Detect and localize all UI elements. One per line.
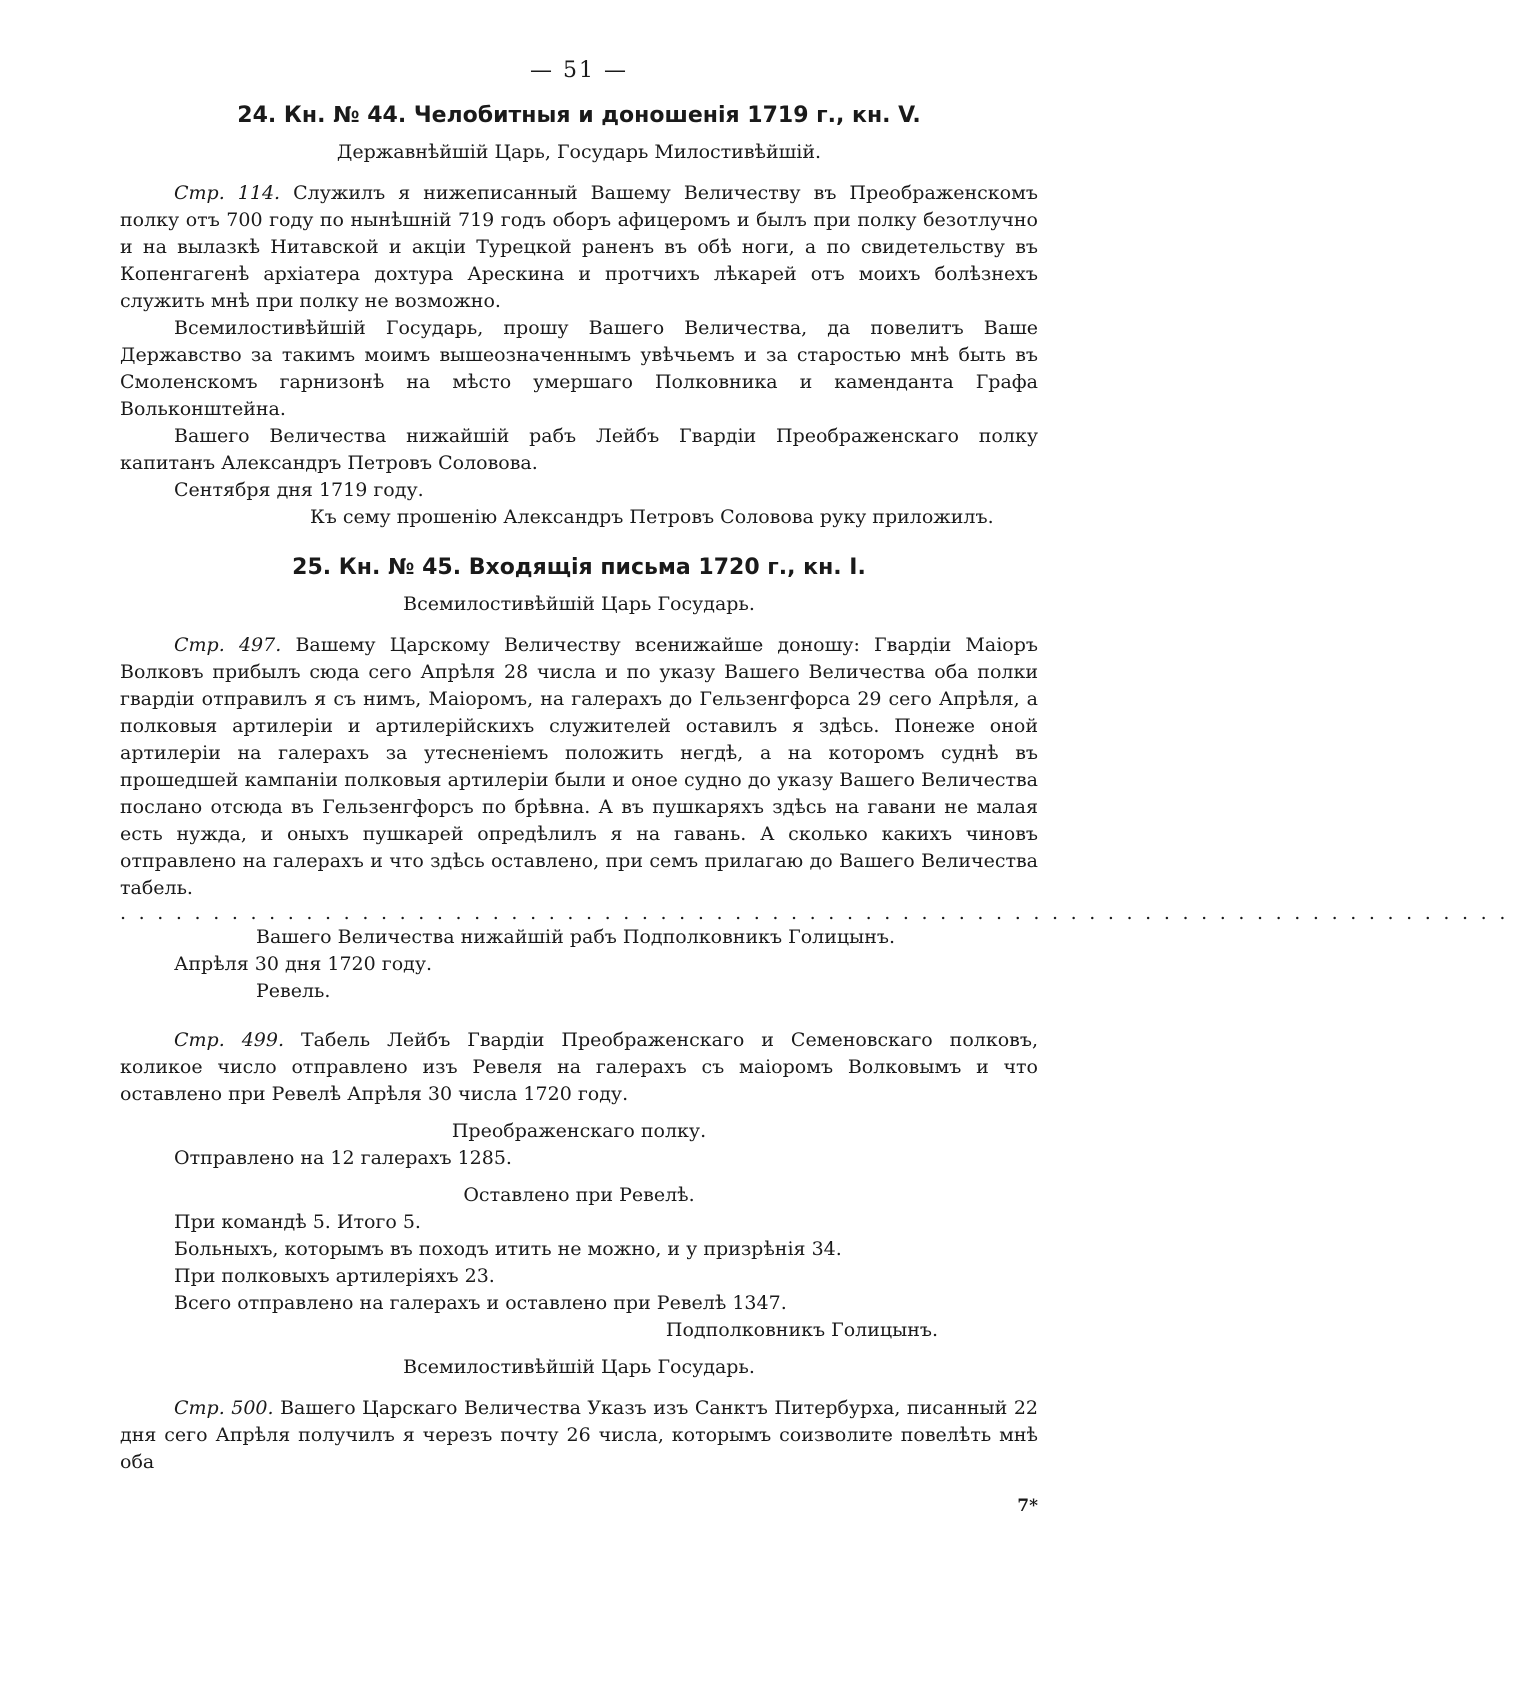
section-24-date: Сентября дня 1719 году.	[174, 479, 424, 501]
page-reference: Стр. 114.	[174, 182, 281, 204]
ellipsis-divider: ...........................................................................	[120, 902, 1518, 924]
paragraph-text: Табель Лейбъ Гвардіи Преображенскаго и Семеновскаго полковъ, коликое число отправлено изъ Ревеля на галерахъ съ маіоромъ Волковымъ и что оставлено при Ревелѣ Апрѣля 30 числа 1720 году.	[120, 1029, 1038, 1105]
paragraph-text: Вашего Царскаго Величества Указъ изъ Санктъ Питербурха, писанный 22 дня сего Апрѣля получилъ я черезъ почту 26 числа, которымъ соизволите повелѣть мнѣ оба	[120, 1397, 1038, 1473]
section-25-paragraph-3	[120, 1395, 1038, 1476]
section-25	[120, 553, 1518, 1476]
section-25-paragraph-2	[120, 1027, 1038, 1108]
page-body	[120, 58, 1518, 1476]
section-25-date: Апрѣля 30 дня 1720 году.	[174, 953, 433, 975]
signature-mark: 7*	[1017, 1496, 1038, 1516]
page-reference: Стр. 497.	[174, 634, 282, 656]
section-24-salutation: Державнѣйшій Царь, Государь Милостивѣйшій.	[336, 141, 822, 163]
table-signature: Подполковникъ Голицынъ.	[665, 1319, 938, 1341]
section-24	[120, 101, 1038, 531]
section-24-paragraph-3: Вашего Величества нижайшій рабъ Лейбъ Гвардіи Преображенскаго полку капитанъ Александръ Петровъ Соловова.	[120, 425, 1038, 474]
page-reference: Стр. 500.	[174, 1397, 274, 1419]
table-line: При полковыхъ артилеріяхъ 23.	[174, 1265, 495, 1287]
table-line-sent: Отправлено на 12 галерахъ 1285.	[174, 1147, 512, 1169]
page-number: — 51 —	[530, 58, 628, 83]
paragraph-text: Служилъ я нижеписанный Вашему Величеству въ Преображенскомъ полку отъ 700 году по нынѣшній 719 годъ оборъ афицеромъ и былъ при полку безотлучно и на вылазкѣ Нитавской и акціи Турецкой раненъ въ обѣ ноги, а по свидетельству въ Копенгагенѣ архіатера дохтура Арескина и протчихъ лѣкарей отъ моихъ болѣзнехъ служить мнѣ при полку не возможно.	[120, 182, 1038, 312]
section-25-place: Ревель.	[256, 980, 331, 1002]
table-line: Всего отправлено на галерахъ и оставлено при Ревелѣ 1347.	[174, 1292, 787, 1314]
section-25-salutation: Всемилостивѣйшій Царь Государь.	[403, 593, 755, 615]
section-25-signature: Вашего Величества нижайшій рабъ Подполковникъ Голицынъ.	[256, 926, 895, 948]
section-24-heading: 24. Кн. № 44. Челобитныя и доношенія 1719 г., кн. V.	[237, 103, 921, 128]
paragraph-text: Вашему Царскому Величеству всенижайше доношу: Гвардіи Маіоръ Волковъ прибылъ сюда сего Апрѣля 28 числа и по указу Вашего Величества оба полки гвардіи отправилъ я съ нимъ, Маіоромъ, на галерахъ до Гельзенгфорса 29 сего Апрѣля, а полковыя артилеріи и артилерійскихъ служителей оставилъ я здѣсь. Понеже оной артилеріи на галерахъ за утесненіемъ положить негдѣ, а на которомъ суднѣ въ прошедшей кампаніи полковыя артилеріи были и оное судно до указу Вашего Величества послано отсюда въ Гельзенгфорсъ по брѣвна. А въ пушкаряхъ здѣсь на гавани не малая есть нужда, и оныхъ пушкарей опредѣлилъ я на гавань. А сколько какихъ чиновъ отправлено на галерахъ и что здѣсь оставлено, при семъ прилагаю до Вашего Величества табель.	[120, 634, 1038, 899]
table-subheading-sent: Преображенскаго полку.	[451, 1120, 707, 1142]
section-25-salutation-2: Всемилостивѣйшій Царь Государь.	[403, 1356, 755, 1378]
section-25-paragraph-1	[120, 632, 1038, 902]
page-reference: Стр. 499.	[174, 1029, 285, 1051]
table-subheading-left: Оставлено при Ревелѣ.	[463, 1184, 695, 1206]
section-24-closing: Къ сему прошенію Александръ Петровъ Соловова руку приложилъ.	[310, 506, 994, 528]
section-24-paragraph-2: Всемилостивѣйшій Государь, прошу Вашего Величества, да повелитъ Ваше Державство за такимъ моимъ вышеозначеннымъ увѣчьемъ и за старостью мнѣ быть въ Смоленскомъ гарнизонѣ на мѣсто умершаго Полковника и камендантa Графа Вольконштейна.	[120, 317, 1038, 420]
section-25-heading: 25. Кн. № 45. Входящія письма 1720 г., кн. I.	[292, 555, 866, 580]
section-24-paragraph-1	[120, 180, 1038, 315]
table-line: При командѣ 5. Итого 5.	[174, 1211, 421, 1233]
table-line: Больныхъ, которымъ въ походъ итить не можно, и у призрѣнія 34.	[174, 1238, 842, 1260]
